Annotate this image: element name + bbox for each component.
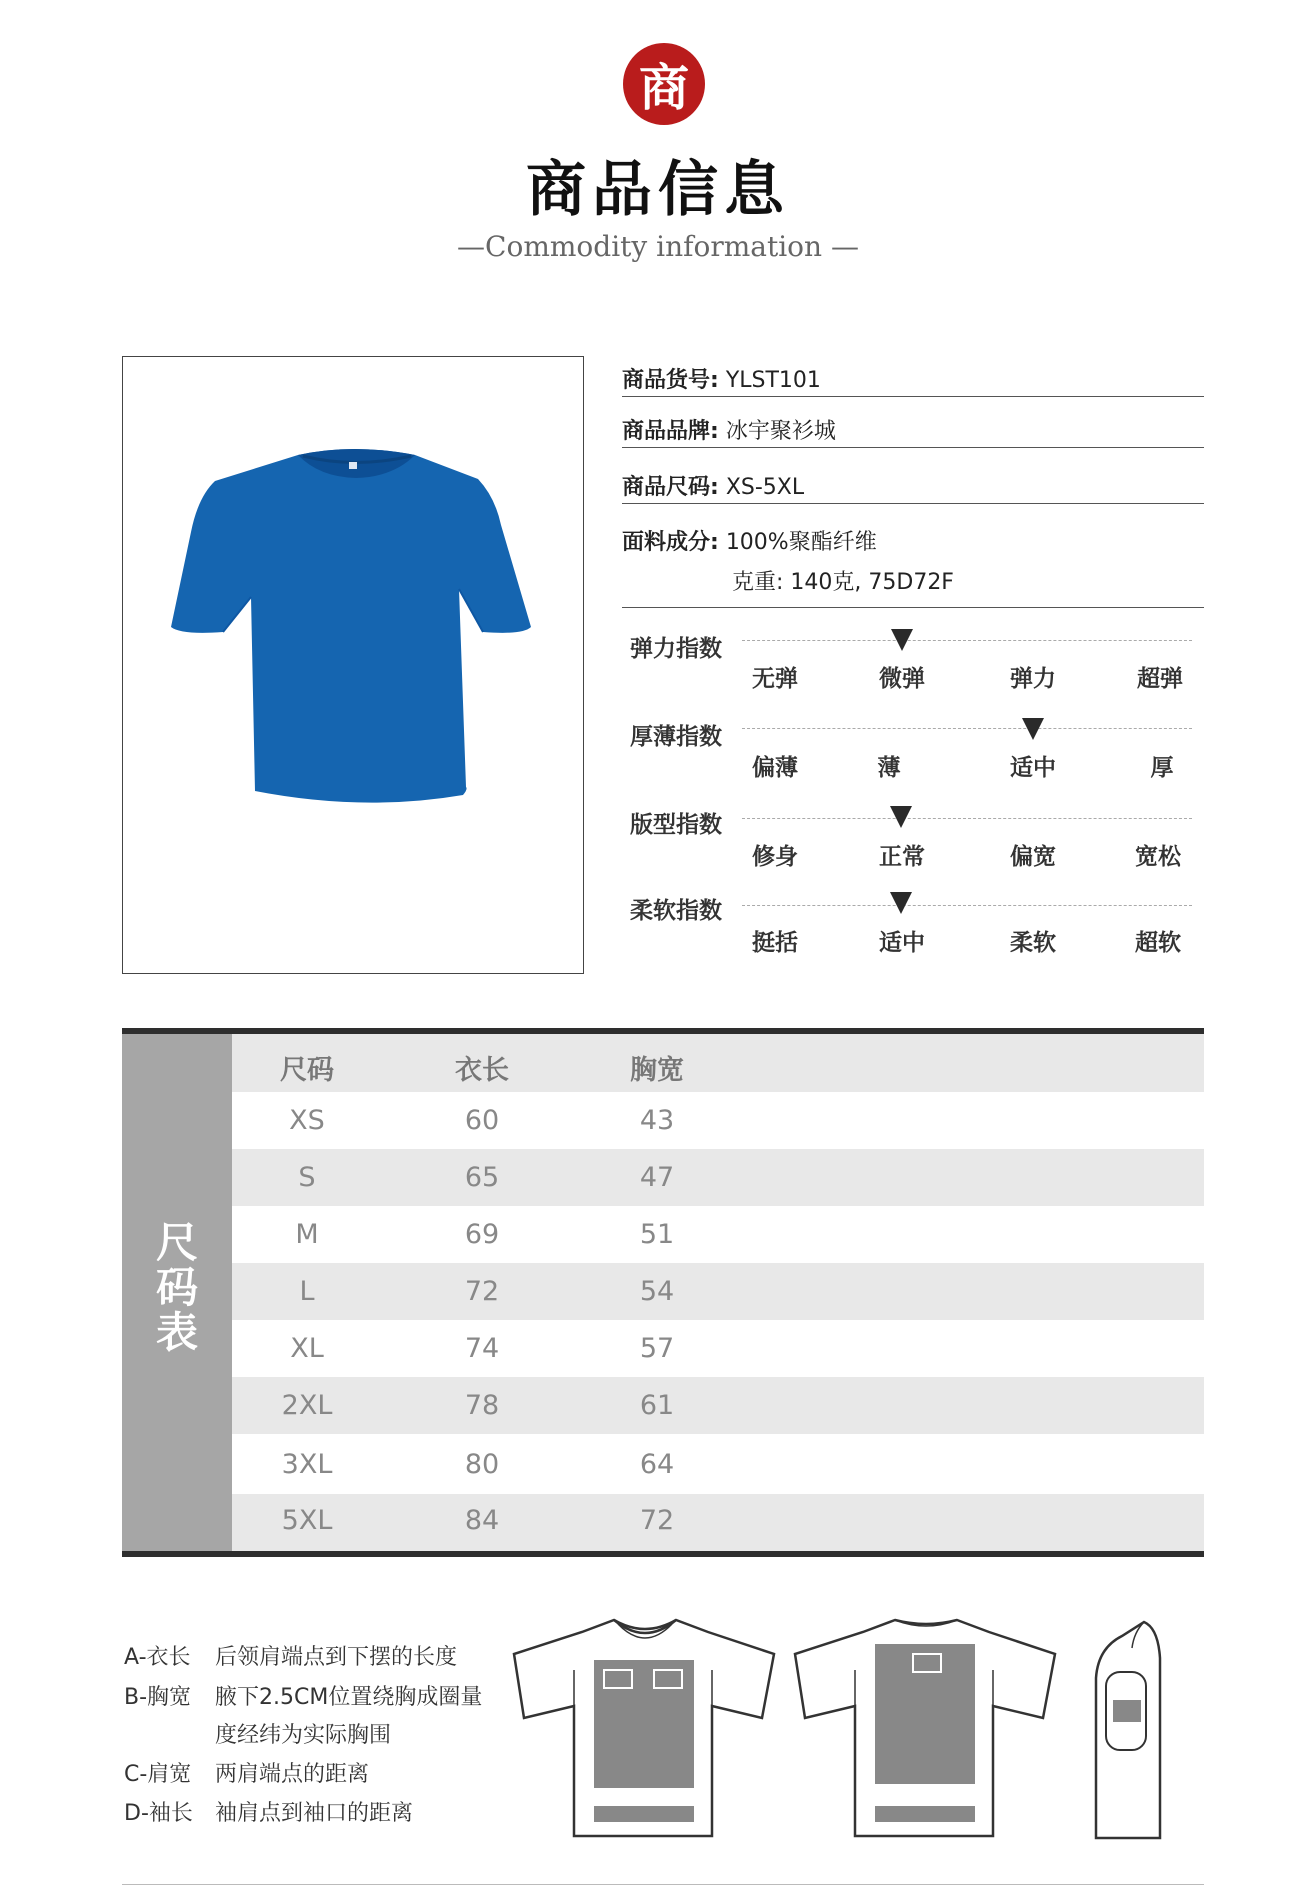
table-cell: 69	[464, 1219, 500, 1250]
index-marker-icon	[890, 892, 912, 914]
table-cell: 5XL	[281, 1505, 333, 1536]
index-label-softness: 柔软指数	[630, 898, 722, 924]
product-image	[122, 356, 584, 974]
info-value: 冰宇聚衫城	[725, 419, 836, 444]
index-scale	[742, 905, 1192, 906]
table-cell: 61	[639, 1390, 675, 1421]
table-row	[232, 1377, 1204, 1434]
table-cell: 72	[639, 1505, 675, 1536]
index-marker-icon	[890, 806, 912, 828]
table-cell: 3XL	[281, 1449, 333, 1480]
table-cell: 51	[639, 1219, 675, 1250]
index-scale	[742, 640, 1192, 641]
table-cell: 74	[464, 1333, 500, 1364]
table-row	[232, 1320, 1204, 1377]
measure-desc: 两肩端点的距离	[215, 1762, 370, 1787]
index-option: 正常	[879, 844, 925, 870]
table-row	[232, 1149, 1204, 1206]
index-option: 适中	[1010, 755, 1056, 781]
shop-logo	[623, 43, 705, 125]
table-row	[232, 1434, 1204, 1494]
table-bottom-border	[122, 1551, 1204, 1557]
measure-code: B-胸宽	[124, 1685, 192, 1710]
table-cell: M	[295, 1219, 319, 1250]
table-cell: 60	[464, 1105, 500, 1136]
page-subtitle: —Commodity information —	[457, 230, 859, 263]
measure-code: D-袖长	[124, 1801, 193, 1826]
index-marker-icon	[1022, 718, 1044, 740]
measure-code: C-肩宽	[124, 1762, 192, 1787]
table-cell: S	[298, 1162, 316, 1193]
info-label: 商品尺码:	[622, 475, 719, 500]
measure-desc: 袖肩点到袖口的距离	[215, 1801, 414, 1826]
info-weight: 克重: 140克, 75D72F	[732, 570, 954, 595]
table-row	[232, 1092, 1204, 1149]
index-label-thickness: 厚薄指数	[630, 724, 722, 750]
index-option: 修身	[752, 844, 798, 870]
tshirt-image	[123, 357, 583, 973]
index-option: 适中	[879, 930, 925, 956]
info-label: 商品品牌:	[622, 419, 719, 444]
info-brand	[622, 414, 1204, 445]
table-cell: XL	[290, 1333, 324, 1364]
index-scale	[742, 728, 1192, 729]
index-scale	[742, 818, 1192, 819]
table-cell: 78	[464, 1390, 500, 1421]
index-option: 宽松	[1135, 844, 1181, 870]
table-cell: 80	[464, 1449, 500, 1480]
bottom-divider	[122, 1884, 1204, 1885]
index-option: 柔软	[1010, 930, 1056, 956]
info-label: 面料成分:	[622, 530, 719, 555]
info-sku	[622, 363, 1204, 394]
table-cell: 43	[639, 1105, 675, 1136]
index-option: 挺括	[752, 930, 798, 956]
table-cell: 2XL	[281, 1390, 333, 1421]
divider	[622, 503, 1204, 504]
info-label: 商品货号:	[622, 368, 719, 393]
tshirt-side-diagram	[1088, 1608, 1168, 1844]
table-cell: 57	[639, 1333, 675, 1364]
page-title: 商品信息	[526, 155, 790, 225]
index-option: 超软	[1135, 930, 1181, 956]
table-header-row	[232, 1034, 1204, 1092]
index-marker-icon	[891, 629, 913, 651]
table-header-cell: 尺码	[280, 1055, 334, 1086]
index-option: 偏薄	[752, 755, 798, 781]
info-size	[622, 470, 1204, 501]
table-cell: 72	[464, 1276, 500, 1307]
table-header-cell: 胸宽	[630, 1055, 684, 1086]
table-row	[232, 1494, 1204, 1551]
info-value: YLST101	[725, 368, 821, 393]
divider	[622, 607, 1204, 608]
index-label-elasticity: 弹力指数	[630, 636, 722, 662]
index-option: 微弹	[879, 666, 925, 692]
index-label-fit: 版型指数	[630, 812, 722, 838]
index-option: 无弹	[752, 666, 798, 692]
table-cell: L	[299, 1276, 315, 1307]
table-cell: 65	[464, 1162, 500, 1193]
info-value: XS-5XL	[725, 475, 805, 500]
divider	[622, 447, 1204, 448]
table-header-cell: 衣长	[455, 1055, 509, 1086]
table-cell: XS	[289, 1105, 325, 1136]
table-cell: 54	[639, 1276, 675, 1307]
table-row	[232, 1206, 1204, 1263]
measure-desc: 度经纬为实际胸围	[215, 1723, 392, 1748]
tshirt-front-diagram	[512, 1608, 778, 1844]
info-value: 100%聚酯纤维	[725, 530, 877, 555]
measure-desc: 后领肩端点到下摆的长度	[215, 1645, 458, 1670]
table-cell: 64	[639, 1449, 675, 1480]
index-option: 偏宽	[1010, 844, 1056, 870]
table-cell: 84	[464, 1505, 500, 1536]
index-option: 厚	[1150, 755, 1174, 781]
table-row	[232, 1263, 1204, 1320]
table-cell: 47	[639, 1162, 675, 1193]
logo-char: 商	[639, 59, 689, 117]
index-option: 超弹	[1137, 666, 1183, 692]
tshirt-back-diagram	[793, 1608, 1059, 1844]
info-fabric	[622, 525, 1204, 556]
size-table-title: 尺码表	[155, 1218, 198, 1357]
measure-code: A-衣长	[124, 1645, 191, 1670]
index-option: 弹力	[1010, 666, 1056, 692]
index-option: 薄	[877, 755, 901, 781]
measure-desc: 腋下2.5CM位置绕胸成圈量	[215, 1685, 483, 1710]
divider	[622, 396, 1204, 397]
